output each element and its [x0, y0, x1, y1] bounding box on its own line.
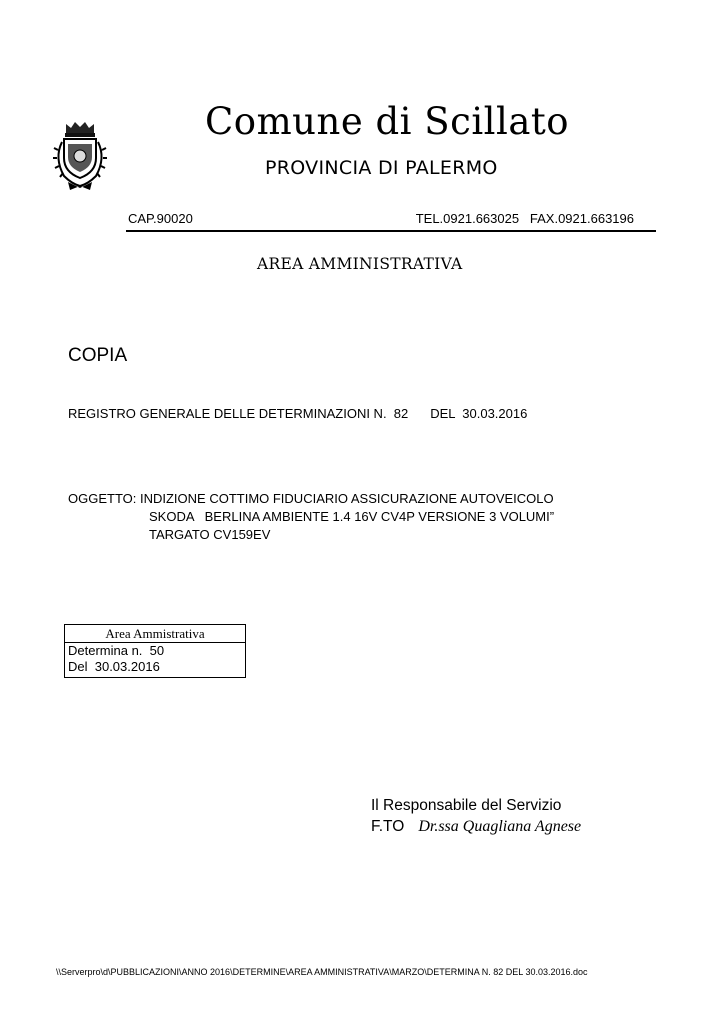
copia-label: COPIA [68, 345, 128, 366]
registro-date: DEL 30.03.2016 [430, 406, 528, 421]
coat-of-arms-icon [52, 120, 108, 192]
determina-box [64, 624, 246, 678]
fto-label: F.TO [371, 818, 405, 835]
footer-file-path: \\Serverpro\d\PUBBLICAZIONI\ANNO 2016\DETERMINE\AREA AMMINISTRATIVA\MARZO\DETERMINA N. 82 DEL 30.03.2016.doc [56, 967, 588, 977]
area-title: AREA AMMINISTRATIVA [257, 255, 463, 273]
responsabile-title: Il Responsabile del Servizio [371, 797, 562, 814]
oggetto-line-1: OGGETTO: INDIZIONE COTTIMO FIDUCIARIO ASSICURAZIONE AUTOVEICOLO [68, 491, 554, 506]
signature-name: Dr.ssa Quagliana Agnese [418, 818, 582, 835]
oggetto-line-3: TARGATO CV159EV [149, 527, 271, 542]
responsabile-block [371, 795, 581, 837]
tel-fax-text: TEL.0921.663025 FAX.0921.663196 [415, 211, 634, 226]
determina-number: Determina n. 50 [68, 643, 165, 658]
determina-date: Del 30.03.2016 [68, 659, 160, 674]
registro-label: REGISTRO GENERALE DELLE DETERMINAZIONI N. 82 [68, 406, 409, 421]
determina-box-header: Area Ammistrativa [65, 625, 245, 643]
cap-text: CAP.90020 [128, 211, 193, 226]
registro-line [68, 406, 527, 421]
comune-title: Comune di Scillato [205, 100, 570, 143]
responsabile-signature-line [371, 816, 581, 837]
oggetto-line-2: SKODA BERLINA AMBIENTE 1.4 16V CV4P VERSIONE 3 VOLUMI” [149, 509, 555, 524]
provincia-subtitle: PROVINCIA DI PALERMO [265, 157, 498, 179]
contact-line [126, 210, 656, 232]
oggetto-block [68, 490, 554, 544]
